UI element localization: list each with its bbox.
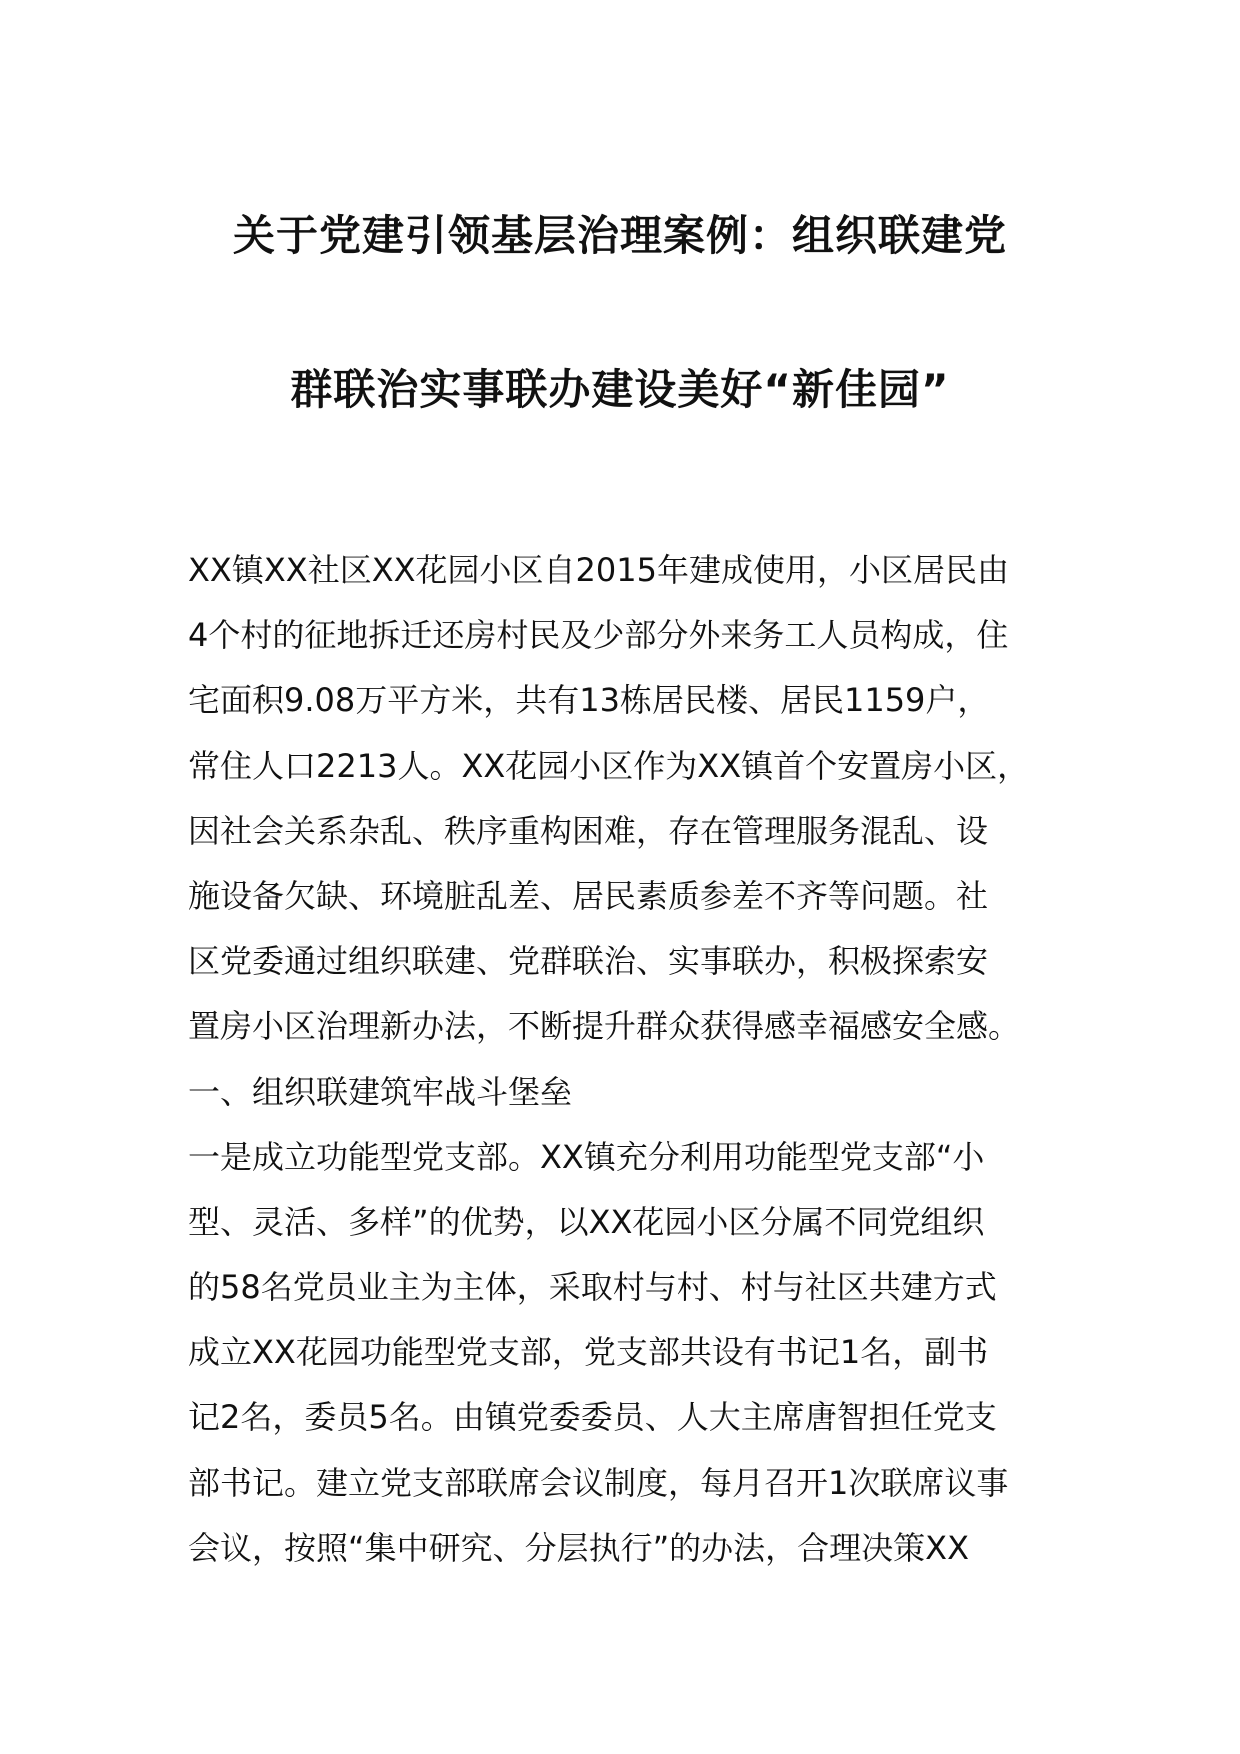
body-line: 区党委通过组织联建、党群联治、实事联办，积极探索安 bbox=[188, 942, 989, 981]
document-title-line-1: 关于党建引领基层治理案例：组织联建党 bbox=[232, 211, 1007, 260]
body-line: 记2名，委员5名。由镇党委委员、人大主席唐智担任党支 bbox=[188, 1398, 997, 1437]
body-line: 一是成立功能型党支部。XX镇充分利用功能型党支部“小 bbox=[188, 1137, 985, 1176]
body-line: 因社会关系杂乱、秩序重构困难，存在管理服务混乱、设 bbox=[188, 811, 989, 850]
body-line: 成立XX花园功能型党支部，党支部共设有书记1名，副书 bbox=[188, 1333, 989, 1372]
body-line: 宅面积9.08万平方米，共有13栋居民楼、居民1159户， bbox=[188, 681, 990, 720]
body-line: 部书记。建立党支部联席会议制度，每月召开1次联席议事 bbox=[188, 1463, 1009, 1502]
section-heading: 一、组织联建筑牢战斗堡垒 bbox=[188, 1072, 573, 1111]
body-line: 置房小区治理新办法，不断提升群众获得感幸福感安全感。 bbox=[188, 1007, 1021, 1046]
document-title-line-2: 群联治实事联办建设美好“新佳园” bbox=[290, 365, 950, 414]
body-line: XX镇XX社区XX花园小区自2015年建成使用，小区居民由 bbox=[188, 551, 1009, 589]
body-line: 会议，按照“集中研究、分层执行”的办法，合理决策XX bbox=[188, 1528, 970, 1567]
body-line: 常住人口2213人。XX花园小区作为XX镇首个安置房小区， bbox=[188, 746, 1030, 785]
body-line: 施设备欠缺、环境脏乱差、居民素质参差不齐等问题。社 bbox=[188, 876, 989, 915]
body-line: 4个村的征地拆迁还房村民及少部分外来务工人员构成，住 bbox=[188, 616, 1009, 655]
body-line: 的58名党员业主为主体，采取村与村、村与社区共建方式 bbox=[188, 1268, 997, 1307]
document-body bbox=[188, 538, 1068, 1581]
body-line: 型、灵活、多样”的优势，以XX花园小区分属不同党组织 bbox=[188, 1202, 985, 1241]
